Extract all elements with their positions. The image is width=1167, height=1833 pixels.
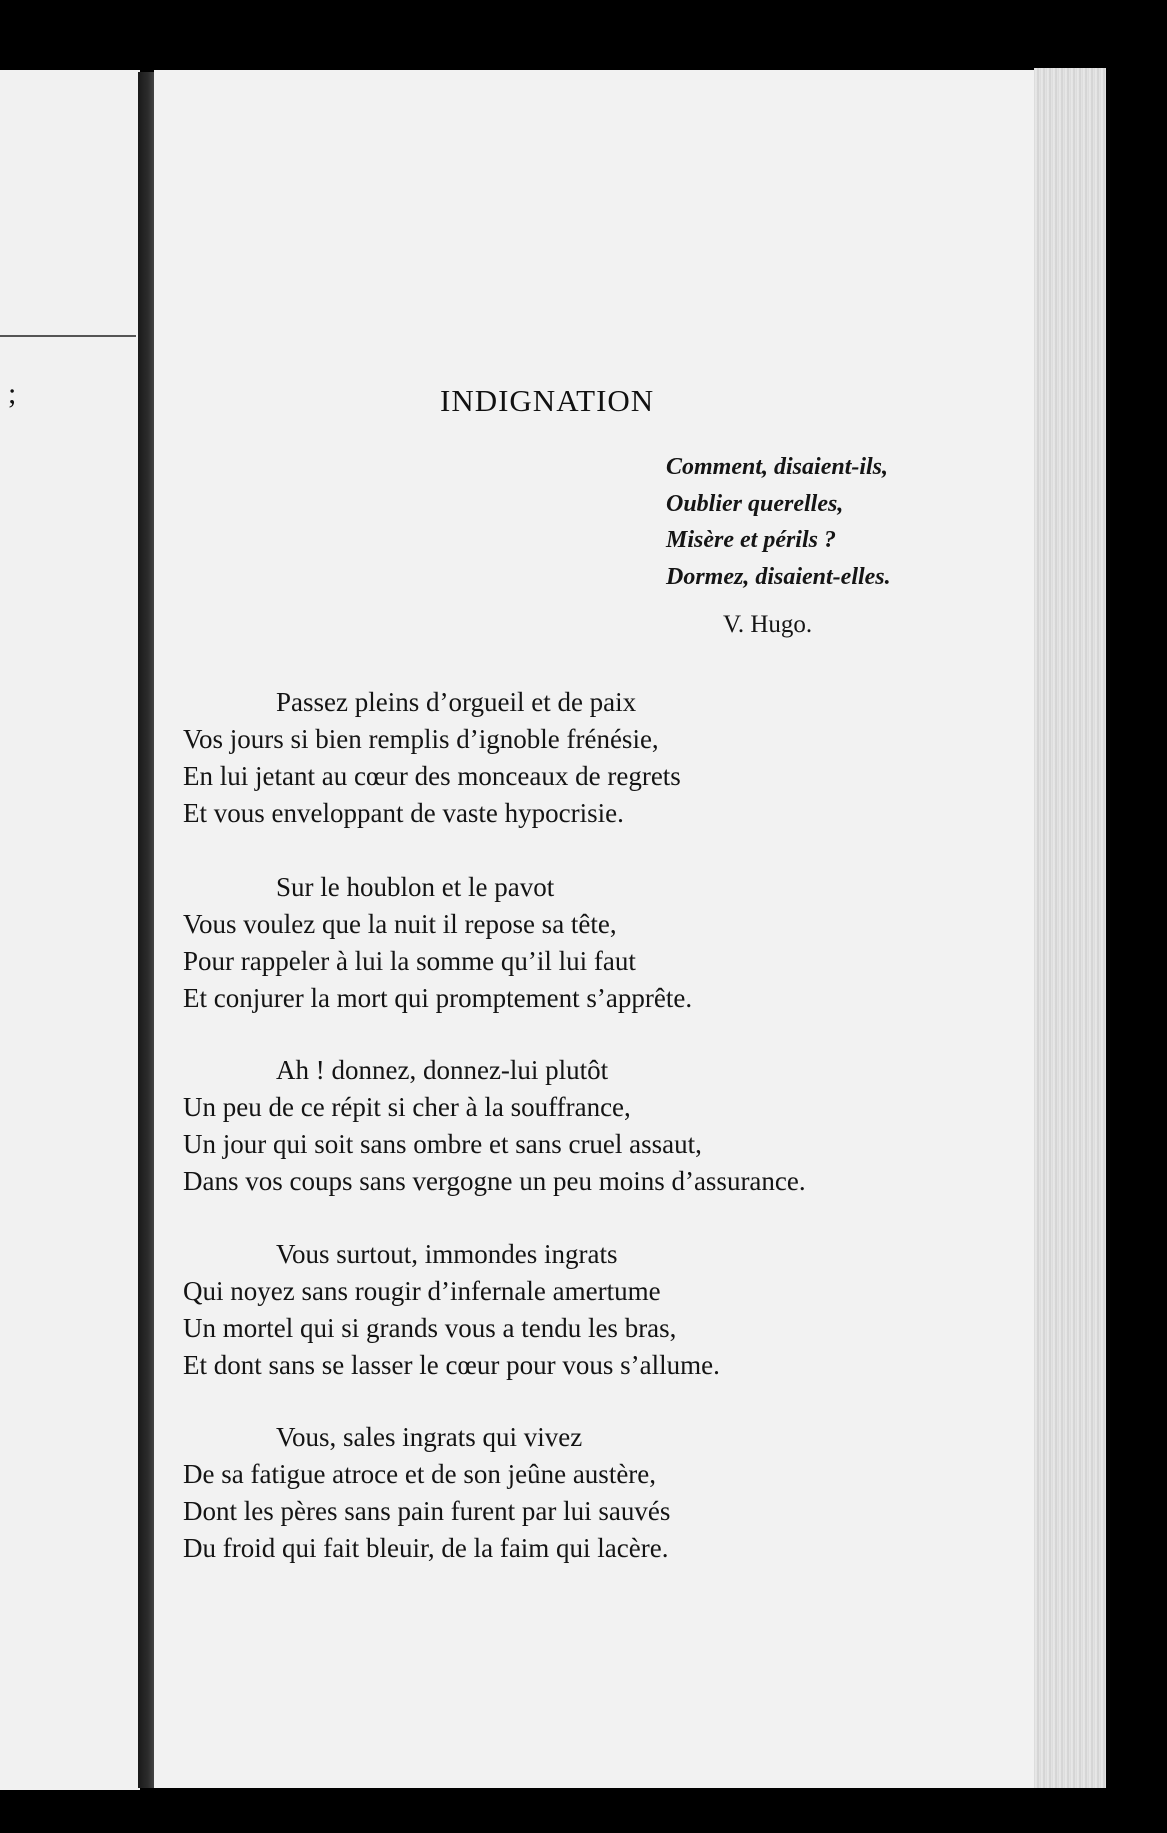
verse-line: Dans vos coups sans vergogne un peu moins d’assurance. [183, 1166, 806, 1196]
verse-line: De sa fatigue atroce et de son jeûne austère, [183, 1459, 657, 1489]
epigraph-line: Oublier querelles, [666, 490, 844, 517]
stanza-3 [183, 1052, 806, 1200]
verse-line: Et conjurer la mort qui promptement s’apprête. [183, 983, 693, 1013]
verse-line: Et vous enveloppant de vaste hypocrisie. [183, 798, 624, 828]
stanza-5 [183, 1419, 670, 1567]
poem-title: INDIGNATION [440, 383, 655, 418]
verse-line: Qui noyez sans rougir d’infernale amertume [183, 1276, 661, 1306]
epigraph-line: Misère et périls ? [666, 527, 836, 553]
verse-line: Vous surtout, immondes ingrats [276, 1239, 618, 1269]
stanza-4 [183, 1236, 720, 1384]
verse-line: Vos jours si bien remplis d’ignoble frénésie, [183, 724, 659, 754]
verse-line: Pour rappeler à lui la somme qu’il lui faut [183, 946, 636, 976]
book-spine [138, 72, 154, 1788]
verse-line: Vous voulez que la nuit il repose sa tête, [183, 909, 617, 939]
verse-line: Ah ! donnez, donnez-lui plutôt [276, 1055, 609, 1085]
verse-line: Passez pleins d’orgueil et de paix [276, 687, 637, 717]
stanza-1 [183, 684, 681, 832]
stanza-2 [183, 869, 692, 1017]
verse-line: En lui jetant au cœur des monceaux de regrets [183, 761, 681, 791]
epigraph-attribution: V. Hugo. [723, 611, 813, 638]
epigraph-line: Comment, disaient-ils, [666, 454, 889, 480]
verse-line: Et dont sans se lasser le cœur pour vous s’allume. [183, 1350, 720, 1380]
verse-line: Du froid qui fait bleuir, de la faim qui lacère. [183, 1533, 669, 1563]
verse-line: Un peu de ce répit si cher à la souffrance, [183, 1092, 631, 1122]
verse-line: Vous, sales ingrats qui vivez [276, 1422, 583, 1452]
left-page [0, 70, 140, 1790]
epigraph [666, 449, 891, 595]
left-page-mark: ; [8, 377, 17, 410]
verse-line: Dont les pères sans pain furent par lui sauvés [183, 1496, 671, 1526]
verse-line: Un mortel qui si grands vous a tendu les bras, [183, 1313, 677, 1343]
verse-line: Sur le houblon et le pavot [276, 872, 555, 902]
epigraph-line: Dormez, disaient-elles. [666, 563, 891, 590]
verse-line: Un jour qui soit sans ombre et sans cruel assaut, [183, 1129, 702, 1159]
left-page-rule [0, 335, 136, 337]
page-edge [1034, 68, 1106, 1788]
